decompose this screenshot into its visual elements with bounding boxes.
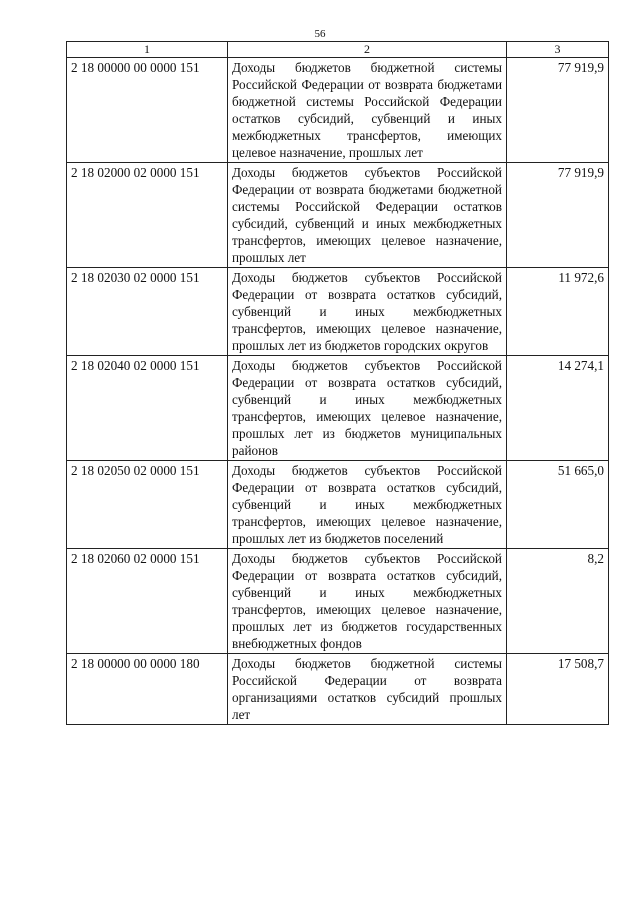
column-header-amount: 3 [507,42,609,58]
revenue-code: 2 18 02040 02 0000 151 [67,356,228,461]
table-row [67,461,609,549]
revenue-code: 2 18 02060 02 0000 151 [67,549,228,654]
table-row [67,356,609,461]
revenue-amount: 51 665,0 [507,461,609,549]
revenue-description: Доходы бюджетов субъектов Российской Федерации от возврата остатков субсидий, субвенций и иных межбюджетных трансфертов, имеющих целевое назначение, прошлых лет из бюджетов государственных внебюджетных фондов [228,549,507,654]
revenue-amount: 77 919,9 [507,163,609,268]
table-row [67,654,609,725]
revenue-description: Доходы бюджетов субъектов Российской Федерации от возврата бюджетами бюджетной системы Российской Федерации остатков субсидий, субвенций и иных межбюджетных трансфертов, имеющих целевое назначение, прошлых лет [228,163,507,268]
budget-table [66,41,609,725]
page-number: 56 [314,28,326,40]
revenue-amount: 14 274,1 [507,356,609,461]
table-row [67,58,609,163]
table-row [67,163,609,268]
table-row [67,549,609,654]
revenue-code: 2 18 02050 02 0000 151 [67,461,228,549]
revenue-code: 2 18 02000 02 0000 151 [67,163,228,268]
table-header-row [67,42,609,58]
column-header-code: 1 [67,42,228,58]
revenue-description: Доходы бюджетов бюджетной системы Российской Федерации от возврата организациями остатков субсидий прошлых лет [228,654,507,725]
column-header-description: 2 [228,42,507,58]
revenue-description: Доходы бюджетов субъектов Российской Федерации от возврата остатков субсидий, субвенций и иных межбюджетных трансфертов, имеющих целевое назначение, прошлых лет из бюджетов муниципальных районов [228,356,507,461]
revenue-amount: 11 972,6 [507,268,609,356]
revenue-amount: 77 919,9 [507,58,609,163]
revenue-description: Доходы бюджетов бюджетной системы Российской Федерации от возврата бюджетами бюджетной системы Российской Федерации остатков субсидий, субвенций и иных межбюджетных трансфертов, имеющих целевое назначение, прошлых лет [228,58,507,163]
revenue-description: Доходы бюджетов субъектов Российской Федерации от возврата остатков субсидий, субвенций и иных межбюджетных трансфертов, имеющих целевое назначение, прошлых лет из бюджетов городских округов [228,268,507,356]
revenue-amount: 17 508,7 [507,654,609,725]
revenue-code: 2 18 02030 02 0000 151 [67,268,228,356]
revenue-amount: 8,2 [507,549,609,654]
revenue-description: Доходы бюджетов субъектов Российской Федерации от возврата остатков субсидий, субвенций и иных межбюджетных трансфертов, имеющих целевое назначение, прошлых лет из бюджетов поселений [228,461,507,549]
revenue-code: 2 18 00000 00 0000 180 [67,654,228,725]
table-row [67,268,609,356]
revenue-code: 2 18 00000 00 0000 151 [67,58,228,163]
